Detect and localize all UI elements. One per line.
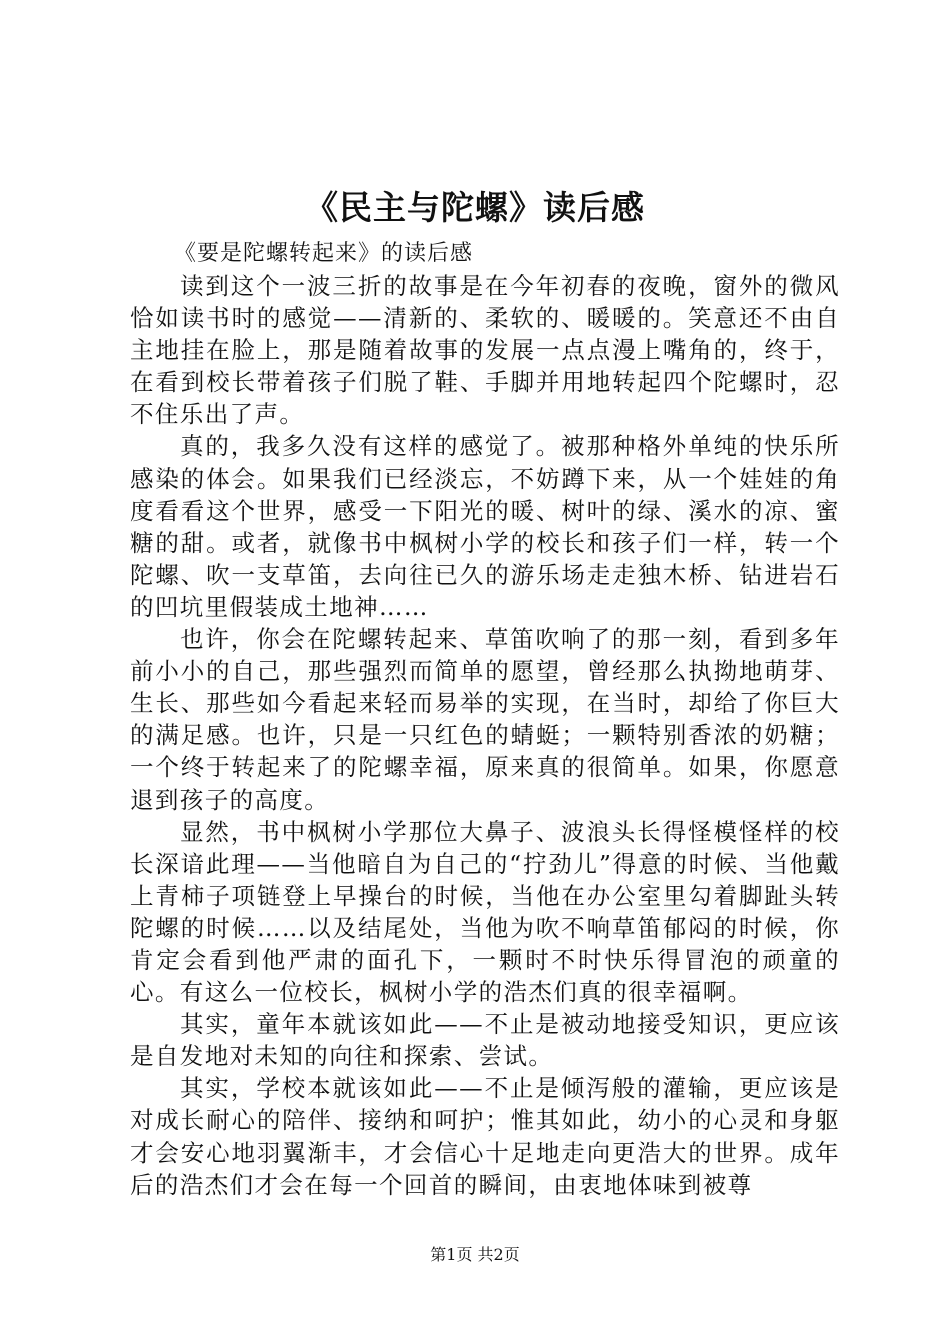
paragraph-6: 其实，学校本就该如此——不止是倾泻般的灌输，更应该是对成长耐心的陪伴、接纳和呵护；惟其如此，幼小的心灵和身躯才会安心地羽翼渐丰，才会信心十足地走向更浩大的世界。成年后的浩杰们才会在每一个回首的瞬间，由衷地体味到被尊 [130, 1074, 840, 1199]
document-body [130, 238, 840, 1201]
paragraph-1: 读到这个一波三折的故事是在今年初春的夜晚，窗外的微风恰如读书时的感觉——清新的、柔软的、暖暖的。笑意还不由自主地挂在脸上，那是随着故事的发展一点点漫上嘴角的，终于，在看到校长带着孩子们脱了鞋、手脚并用地转起四个陀螺时，忍不住乐出了声。 [130, 272, 840, 429]
paragraph-2: 真的，我多久没有这样的感觉了。被那种格外单纯的快乐所感染的体会。如果我们已经淡忘，不妨蹲下来，从一个娃娃的角度看看这个世界，感受一下阳光的暖、树叶的绿、溪水的凉、蜜糖的甜。或者，就像书中枫树小学的校长和孩子们一样，转一个陀螺、吹一支草笛，去向往已久的游乐场走走独木桥、钻进岩石的凹坑里假装成土地神…… [130, 432, 840, 621]
paragraph-5: 其实，童年本就该如此——不止是被动地接受知识，更应该是自发地对未知的向往和探索、尝试。 [130, 1010, 840, 1071]
paragraph-3: 也许，你会在陀螺转起来、草笛吹响了的那一刻，看到多年前小小的自己，那些强烈而简单的愿望，曾经那么执拗地萌芽、生长、那些如今看起来轻而易举的实现，在当时，却给了你巨大的满足感。也许，只是一只红色的蜻蜓；一颗特别香浓的奶糖；一个终于转起来了的陀螺幸福，原来真的很简单。如果，你愿意退到孩子的高度。 [130, 625, 840, 814]
paragraph-4: 显然，书中枫树小学那位大鼻子、波浪头长得怪模怪样的校长深谙此理——当他暗自为自己的“拧劲儿”得意的时候、当他戴上青柿子项链登上早操台的时候，当他在办公室里勾着脚趾头转陀螺的时候……以及结尾处，当他为吹不响草笛郁闷的时候，你肯定会看到他严肃的面孔下，一颗时不时快乐得冒泡的顽童的心。有这么一位校长，枫树小学的浩杰们真的很幸福啊。 [130, 817, 840, 1007]
page-footer: 第1页 共2页 [430, 1245, 520, 1264]
document-subtitle: 《要是陀螺转起来》的读后感 [174, 241, 474, 266]
document-title: 《民主与陀螺》读后感 [305, 188, 645, 227]
